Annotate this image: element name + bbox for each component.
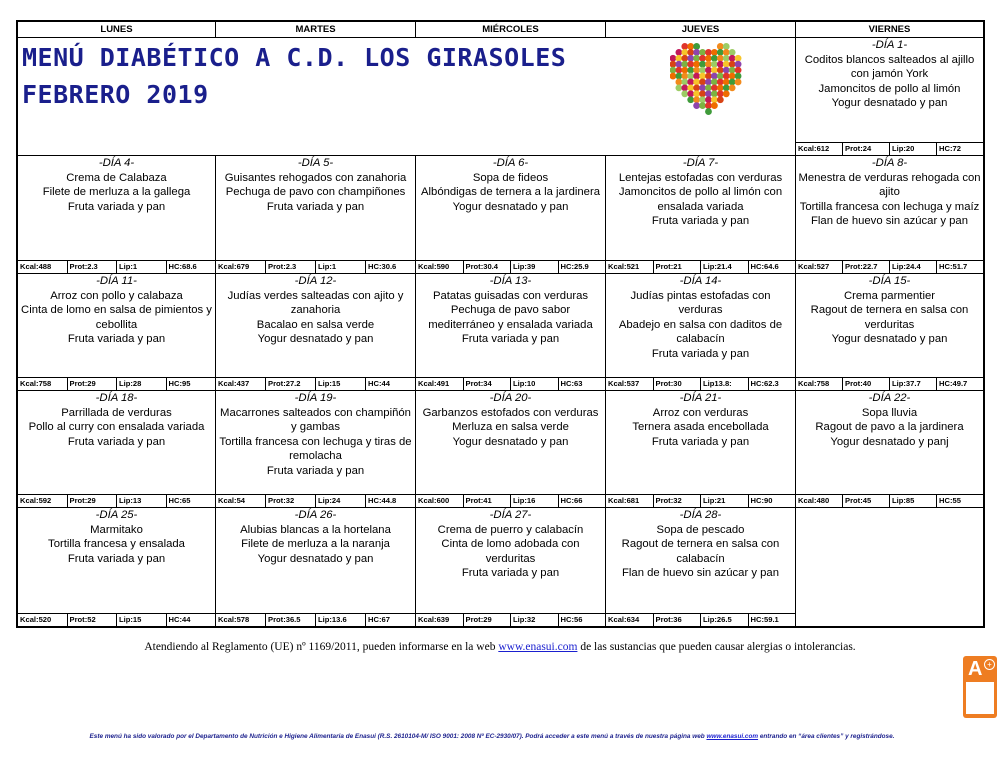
protein-value: Prot:45 (843, 495, 890, 507)
carbs-value: HC:65 (168, 496, 191, 505)
dish: Filete de merluza a la gallega (42, 186, 191, 198)
dish: Crema parmentier (843, 289, 936, 302)
nutrition-row (606, 613, 795, 626)
menu-cell-19-body (218, 391, 413, 478)
dish: Fruta variada y pan (461, 333, 560, 345)
dish: Ragout de pavo a la jardinera (815, 421, 964, 433)
nutrition-row (416, 494, 605, 507)
day-header-1: LUNES (18, 22, 216, 38)
kcal-value: Kcal:681 (606, 495, 654, 507)
menu-cell-day-1-body (798, 38, 981, 111)
menu-cell-27 (416, 508, 606, 626)
kcal-value: Kcal:590 (416, 261, 464, 273)
menu-cell-21 (606, 391, 796, 508)
nutrition-row (416, 613, 605, 626)
dish: Ragout de ternera en salsa con calabacín (621, 538, 780, 565)
menu-subtitle: FEBRERO 2019 (22, 80, 209, 109)
applus-logo-panel (966, 682, 994, 714)
protein-value: Prot:27.2 (266, 378, 316, 390)
menu-cell-15-body (798, 274, 981, 347)
dish: Sopa de fideos (472, 171, 549, 184)
dish: Fruta variada y pan (67, 552, 166, 565)
lipids-value: Lip13.8: (701, 378, 749, 390)
dish: Tortilla francesa con lechuga y maíz (799, 200, 980, 213)
dish: Yogur desnatado y pan (257, 552, 374, 565)
day-label: -DÍA 25- (95, 509, 138, 521)
menu-cell-11-body (20, 274, 213, 347)
dish: Fruta variada y pan (651, 435, 750, 448)
menu-cell-19 (216, 391, 416, 508)
menu-cell-18 (18, 391, 216, 508)
nutrition-row (606, 260, 795, 273)
menu-cell-7-body (608, 156, 793, 229)
dish: Fruta variada y pan (266, 464, 365, 477)
lipids-value: Lip:21.4 (701, 261, 749, 273)
kcal-value: Kcal:592 (18, 495, 68, 507)
protein-value: Prot:2.3 (68, 261, 118, 273)
menu-title: MENÚ DIABÉTICO A C.D. LOS GIRASOLES (22, 43, 567, 72)
menu-cell-7 (606, 156, 796, 274)
lipids-value: Lip:10 (511, 378, 559, 390)
footer-note (22, 731, 962, 743)
day-label: -DÍA 5- (297, 157, 334, 169)
protein-value: Prot:32 (654, 495, 702, 507)
lipids-value: Lip:21 (701, 495, 749, 507)
day-label: -DÍA 11- (96, 275, 137, 287)
lipids-value: Lip:24.4 (890, 261, 937, 273)
carbs-value: HC:56 (560, 615, 583, 624)
nutrition-row (796, 377, 983, 390)
carbs-value: HC:55 (939, 496, 961, 505)
dish: Yogur desnatado y pan (452, 200, 569, 213)
menu-cell-20-body (418, 391, 603, 449)
menu-cell-26 (216, 508, 416, 626)
menu-cell-12-body (218, 274, 413, 347)
nutrition-row (216, 494, 415, 507)
day-label: -DÍA 22- (868, 392, 911, 404)
dish: Macarrones salteados con champiñón y gambas (220, 406, 411, 433)
carbs-value: HC:49.7 (939, 379, 968, 388)
menu-cell-6-body (418, 156, 603, 214)
menu-cell-6 (416, 156, 606, 274)
kcal-value: Kcal:679 (216, 261, 266, 273)
menu-cell-8 (796, 156, 983, 274)
carbs-value: HC:90 (750, 496, 773, 505)
kcal-value: Kcal:639 (416, 614, 464, 626)
day-label: -DÍA 6- (492, 157, 529, 169)
menu-cell-22-body (798, 391, 981, 449)
lipids-value: Lip:1 (316, 261, 366, 273)
dish: Yogur desnatado y pan (831, 97, 948, 109)
menu-cell-4-body (20, 156, 213, 214)
lipids-value: Lip:1 (117, 261, 167, 273)
carbs-value: HC:67 (368, 615, 390, 624)
carbs-value: HC:44 (168, 615, 191, 624)
kcal-value: Kcal:488 (18, 261, 68, 273)
dish: Pollo al curry con ensalada variada (28, 421, 205, 433)
dish: Judías verdes salteadas con ajito y zanahoria (227, 289, 404, 316)
dish: Merluza en salsa verde (452, 421, 569, 433)
day-label: -DÍA 13- (489, 275, 532, 287)
protein-value: Prot:29 (68, 378, 118, 390)
day-label: -DÍA 12- (294, 275, 337, 287)
menu-cell-18-body (20, 391, 213, 449)
dish: Arroz con verduras (652, 406, 749, 419)
kcal-value: Kcal:758 (18, 378, 68, 390)
dish: Yogur desnatado y pan (257, 333, 374, 345)
kcal-value: Kcal:537 (606, 378, 654, 390)
lipids-value: Lip:16 (511, 495, 559, 507)
menu-cell-5-body (218, 156, 413, 214)
lipids-value: Lip:15 (316, 378, 366, 390)
applus-plus-icon: + (984, 659, 995, 670)
dish: Bacalao en salsa verde (256, 318, 375, 331)
footer-note-text-after: entrando en “área clientes” y registrándose. (758, 733, 895, 740)
protein-value: Prot:40 (843, 378, 890, 390)
dish: Sopa de pescado (656, 523, 745, 536)
kcal-value: Kcal:437 (216, 378, 266, 390)
footer-enasui-link[interactable]: www.enasui.com (706, 733, 759, 740)
kcal-value: Kcal:491 (416, 378, 464, 390)
carbs-value: HC:44.8 (368, 496, 397, 505)
dish: Yogur desnatado y pan (831, 333, 948, 345)
applus-a-glyph: A (968, 658, 983, 680)
protein-value: Prot:30.4 (464, 261, 512, 273)
lipids-value: Lip:20 (890, 143, 937, 155)
dish: Crema de puerro y calabacín (437, 523, 584, 536)
carbs-value: HC:72 (939, 144, 961, 153)
dish: Yogur desnatado y pan (452, 435, 569, 448)
lipids-value: Lip:37.7 (890, 378, 937, 390)
day-label: -DÍA 4- (98, 157, 135, 169)
lipids-value: Lip:13.6 (316, 614, 366, 626)
menu-cell-8-body (798, 156, 981, 229)
carbs-value: HC:64.6 (750, 262, 779, 271)
day-label: -DÍA 18- (95, 392, 138, 404)
kcal-value: Kcal:634 (606, 614, 654, 626)
kcal-value: Kcal:520 (18, 614, 68, 626)
dish: Pechuga de pavo con champiñones (225, 186, 406, 198)
dish: Fruta variada y pan (651, 215, 750, 227)
carbs-value: HC:68.6 (168, 262, 197, 271)
nutrition-row (416, 377, 605, 390)
protein-value: Prot:29 (464, 614, 512, 626)
menu-cell-day-1 (796, 38, 983, 156)
day-label: -DÍA 28- (679, 509, 722, 521)
nutrition-row (796, 142, 983, 155)
dish: Arroz con pollo y calabaza (50, 289, 183, 302)
protein-value: Prot:41 (464, 495, 512, 507)
nutrition-row (18, 377, 215, 390)
protein-value: Prot:24 (843, 143, 890, 155)
dish: Marmitako (90, 523, 143, 536)
day-label: -DÍA 27- (489, 509, 532, 521)
day-header-2: MARTES (216, 22, 416, 38)
protein-value: Prot:2.3 (266, 261, 316, 273)
nutrition-row (216, 613, 415, 626)
menu-table (16, 20, 985, 628)
lipids-value: Lip:13 (117, 495, 167, 507)
dish: Jamoncitos de pollo al limón con ensalada variada (618, 186, 783, 213)
lipids-value: Lip:85 (890, 495, 937, 507)
dish: Alubias blancas a la hortelana (240, 523, 391, 536)
day-label: -DÍA 7- (682, 157, 719, 169)
footer-note-text-before: Este menú ha sido valorado por el Departamento de Nutrición e Higiene Alimentaria de Enasui (R.S. 2610104-M/ ISO 9001: 2008 Nº EC-2930/07). Podrá acceder a este menú a través de nuestra página web (89, 733, 707, 740)
lipids-value: Lip:32 (511, 614, 559, 626)
menu-cell-empty (796, 508, 983, 626)
nutrition-row (796, 494, 983, 507)
menu-cell-20 (416, 391, 606, 508)
allergen-note-text-after: de las sustancias que pueden causar alergias o intolerancias. (577, 641, 856, 653)
protein-value: Prot:21 (654, 261, 702, 273)
kcal-value: Kcal:578 (216, 614, 266, 626)
protein-value: Prot:36.5 (266, 614, 316, 626)
dish: Yogur desnatado y panj (830, 435, 949, 448)
enasui-link[interactable]: www.enasui.com (498, 641, 578, 653)
protein-value: Prot:36 (654, 614, 702, 626)
dish: Fruta variada y pan (651, 347, 750, 360)
day-label: -DÍA 1- (871, 39, 908, 51)
menu-cell-14-body (608, 274, 793, 361)
dish: Sopa lluvia (861, 406, 918, 419)
dish: Guisantes rehogados con zanahoria (224, 171, 407, 184)
dish: Fruta variada y pan (266, 200, 365, 213)
day-label: -DÍA 26- (294, 509, 337, 521)
kcal-value: Kcal:600 (416, 495, 464, 507)
day-label: -DÍA 20- (489, 392, 532, 404)
carbs-value: HC:63 (560, 379, 583, 388)
protein-value: Prot:32 (266, 495, 316, 507)
menu-cell-11 (18, 274, 216, 391)
menu-cell-27-body (418, 508, 603, 581)
day-label: -DÍA 14- (679, 275, 722, 287)
nutrition-row (18, 260, 215, 273)
menu-cell-13-body (418, 274, 603, 347)
menu-cell-13 (416, 274, 606, 391)
carbs-value: HC:59.1 (750, 615, 779, 624)
allergen-note (0, 641, 1000, 653)
menu-cell-22 (796, 391, 983, 508)
day-label: -DÍA 19- (294, 392, 337, 404)
vegetable-heart-icon (670, 42, 744, 116)
menu-cell-21-body (608, 391, 793, 449)
dish: Albóndigas de ternera a la jardinera (421, 186, 600, 198)
nutrition-row (416, 260, 605, 273)
carbs-value: HC:25.9 (560, 262, 589, 271)
kcal-value: Kcal:54 (216, 495, 266, 507)
carbs-value: HC:95 (168, 379, 191, 388)
dish: Tortilla francesa con lechuga y tiras de remolacha (219, 435, 412, 462)
dish: Fruta variada y pan (461, 567, 560, 579)
dish: Pechuga de pavo sabor mediterráneo y ensalada variada (428, 304, 593, 331)
dish: Parrillada de verduras (61, 406, 172, 419)
day-header-3: MIÉRCOLES (416, 22, 606, 38)
dish: Tortilla francesa y ensalada (48, 538, 185, 550)
nutrition-row (796, 260, 983, 273)
protein-value: Prot:52 (68, 614, 118, 626)
protein-value: Prot:30 (654, 378, 702, 390)
dish: Fruta variada y pan (67, 333, 166, 345)
nutrition-row (18, 494, 215, 507)
applus-certification-logo (963, 656, 997, 718)
nutrition-row (606, 494, 795, 507)
lipids-value: Lip:28 (117, 378, 167, 390)
day-label: -DÍA 8- (871, 157, 908, 169)
carbs-value: HC:30.6 (368, 262, 397, 271)
menu-cell-25 (18, 508, 216, 626)
nutrition-row (216, 377, 415, 390)
dish: Coditos blancos salteados al ajillo con jamón York (804, 53, 975, 80)
kcal-value: Kcal:758 (796, 378, 843, 390)
carbs-value: HC:62.3 (750, 379, 779, 388)
protein-value: Prot:29 (68, 495, 118, 507)
menu-cell-25-body (20, 508, 213, 566)
carbs-value: HC:51.7 (939, 262, 968, 271)
protein-value: Prot:22.7 (843, 261, 890, 273)
lipids-value: Lip:15 (117, 614, 167, 626)
kcal-value: Kcal:521 (606, 261, 654, 273)
protein-value: Prot:34 (464, 378, 512, 390)
menu-cell-12 (216, 274, 416, 391)
day-label: -DÍA 15- (868, 275, 911, 287)
dish: Filete de merluza a la naranja (241, 538, 390, 550)
nutrition-row (18, 613, 215, 626)
menu-cell-26-body (218, 508, 413, 566)
day-header-5: VIERNES (796, 22, 983, 38)
dish: Garbanzos estofados con verduras (422, 406, 599, 419)
nutrition-row (606, 377, 795, 390)
kcal-value: Kcal:527 (796, 261, 843, 273)
lipids-value: Lip:39 (511, 261, 559, 273)
menu-cell-28 (606, 508, 796, 626)
dish: Menestra de verduras rehogada con ajito (798, 171, 981, 198)
carbs-value: HC:44 (368, 379, 390, 388)
dish: Fruta variada y pan (67, 200, 166, 213)
menu-cell-4 (18, 156, 216, 274)
kcal-value: Kcal:612 (796, 143, 843, 155)
dish: Flan de huevo sin azúcar y pan (811, 215, 968, 227)
dish: Judías pintas estofadas con verduras (630, 289, 771, 316)
dish: Flan de huevo sin azúcar y pan (622, 567, 779, 579)
menu-cell-5 (216, 156, 416, 274)
lipids-value: Lip:26.5 (701, 614, 749, 626)
nutrition-row (216, 260, 415, 273)
title-cell (18, 38, 796, 156)
dish: Cinta de lomo adobada con verduritas (441, 538, 580, 565)
day-header-4: JUEVES (606, 22, 796, 38)
menu-cell-28-body (608, 508, 793, 581)
menu-cell-15 (796, 274, 983, 391)
day-label: -DÍA 21- (679, 392, 722, 404)
allergen-note-text-before: Atendiendo al Reglamento (UE) nº 1169/2011, pueden informarse en la web (144, 641, 499, 653)
kcal-value: Kcal:480 (796, 495, 843, 507)
dish: Jamoncitos de pollo al limón (818, 82, 961, 95)
lipids-value: Lip:24 (316, 495, 366, 507)
carbs-value: HC:66 (560, 496, 583, 505)
dish: Fruta variada y pan (67, 435, 166, 448)
dish: Abadejo en salsa con daditos de calabacín (618, 318, 783, 345)
dish: Ternera asada encebollada (632, 421, 769, 433)
menu-cell-14 (606, 274, 796, 391)
dish: Patatas guisadas con verduras (432, 289, 589, 302)
dish: Ragout de ternera en salsa con verduritas (810, 304, 969, 331)
dish: Lentejas estofadas con verduras (618, 171, 783, 184)
dish: Cinta de lomo en salsa de pimientos y cebollita (21, 304, 212, 331)
dish: Crema de Calabaza (66, 171, 167, 184)
